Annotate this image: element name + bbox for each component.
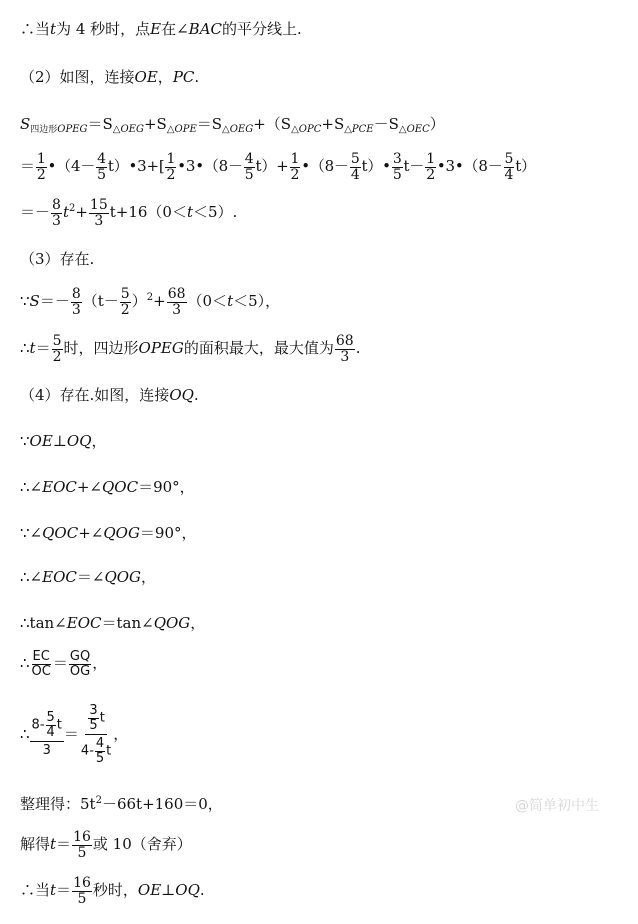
line-14-ratio: ∴ $\frac{EC}{OC}$ ＝ $\frac{GQ}{OG}$ ， <box>20 649 108 679</box>
fraction: $\frac{1}{2}$ <box>36 151 46 183</box>
line-4-simplified: ＝－ $\frac{8}{3}$ $t^2+$ $\frac{15}{3}$ t+16（0＜t＜5）. <box>20 197 238 229</box>
fraction: $\frac{4}{5}$ <box>95 736 105 766</box>
line-5: （3）存在. <box>20 250 95 268</box>
fraction: $\frac{68}{3}$ <box>167 286 186 318</box>
fraction: $\frac{8}{3}$ <box>71 286 81 318</box>
line-17-solution: 解得t＝ $\frac{16}{5}$ 或 10（舍弃） <box>20 829 192 861</box>
fraction: $\frac{EC}{OC}$ <box>31 649 51 679</box>
fraction: $\frac{1}{2}$ <box>426 151 435 183</box>
compound-fraction-right: $\frac{3}{5}$ t 4- $\frac{4}{5}$ t <box>80 703 112 766</box>
fraction: $\frac{1}{2}$ <box>166 151 176 183</box>
fraction: $\frac{5}{2}$ <box>52 333 62 365</box>
fraction: $\frac{5}{2}$ <box>120 286 130 318</box>
line-2-area-formula: $S_{四边形OPEG}=S_{\triangle OEG}+S_{\triangle OPE}=S_{\triangle OEG}+(S_{\triangle OPC}+S_{\triangle PCE}-S_{\triangle OEC})$ <box>20 115 445 135</box>
line-15-compound-fraction: ∴ 8- $\frac{5}{4}$ t 3 ＝ $\frac{3}{5}$ t 4- $\frac{4}{5}$ t ， <box>20 703 129 766</box>
fraction: $\frac{5}{4}$ <box>350 151 360 183</box>
line-10: ∴∠EOC+∠QOC＝90°， <box>20 478 195 496</box>
line-8: （4）存在.如图，连接OQ. <box>20 386 199 404</box>
line-18-conclusion: ∴当t＝ $\frac{16}{5}$ 秒时，OE⊥OQ. <box>20 875 205 907</box>
line-6-vertex-form: ∵S＝－ $\frac{8}{3}$ （t－ $\frac{5}{2}$ ）$^2$+ $\frac{68}{3}$ （0＜t＜5）， <box>20 286 281 318</box>
fraction: $\frac{3}{5}$ <box>392 151 402 183</box>
fraction: $\frac{3}{5}$ <box>89 703 98 733</box>
fraction: $\frac{68}{3}$ <box>335 333 354 365</box>
line-7-max: ∴t＝ $\frac{5}{2}$ 时，四边形OPEG的面积最大，最大值为 $\frac{68}{3}$ . <box>20 333 361 365</box>
fraction: $\frac{GQ}{OG}$ <box>69 649 91 679</box>
line-11: ∵∠QOC+∠QOG＝90°， <box>20 524 197 542</box>
fraction: $\frac{16}{5}$ <box>73 875 91 907</box>
fraction: $\frac{16}{5}$ <box>73 829 91 861</box>
fraction: $\frac{4}{5}$ <box>244 151 254 183</box>
line-3-expansion: ＝ $\frac{1}{2}$ •（4－ $\frac{4}{5}$ t）•3+[ $\frac{1}{2}$ •3•（8－ $\frac{4}{5}$ t）+ $\frac{1}{2}$ •（8－ $\frac{5}{4}$ t）• $\frac{3}{5}$ t－ $\frac{1}{2}$ •3•（8－ $\frac{5}{4}$ t） <box>20 151 536 183</box>
fraction: $\frac{15}{3}$ <box>89 197 108 229</box>
line-1: （2）如图，连接OE，PC. <box>20 68 200 86</box>
watermark: @简单初中生 <box>515 798 599 814</box>
line-9: ∵OE⊥OQ， <box>20 432 107 450</box>
fraction: $\frac{4}{5}$ <box>97 151 106 183</box>
fraction: $\frac{8}{3}$ <box>52 197 61 229</box>
fraction: $\frac{5}{4}$ <box>504 151 514 183</box>
line-16-rearranged: 整理得：$5t^2-66t+160=0$， <box>20 795 223 813</box>
line-0: ∴当t为 4 秒时，点E在∠BAC的平分线上. <box>20 20 302 38</box>
fraction: $\frac{1}{2}$ <box>290 151 300 183</box>
line-12: ∴∠EOC＝∠QOG， <box>20 568 157 586</box>
compound-fraction-left: 8- $\frac{5}{4}$ t 3 <box>31 710 62 759</box>
line-13: ∴tan∠EOC＝tan∠QOG， <box>20 614 206 632</box>
fraction: $\frac{5}{4}$ <box>46 710 55 740</box>
